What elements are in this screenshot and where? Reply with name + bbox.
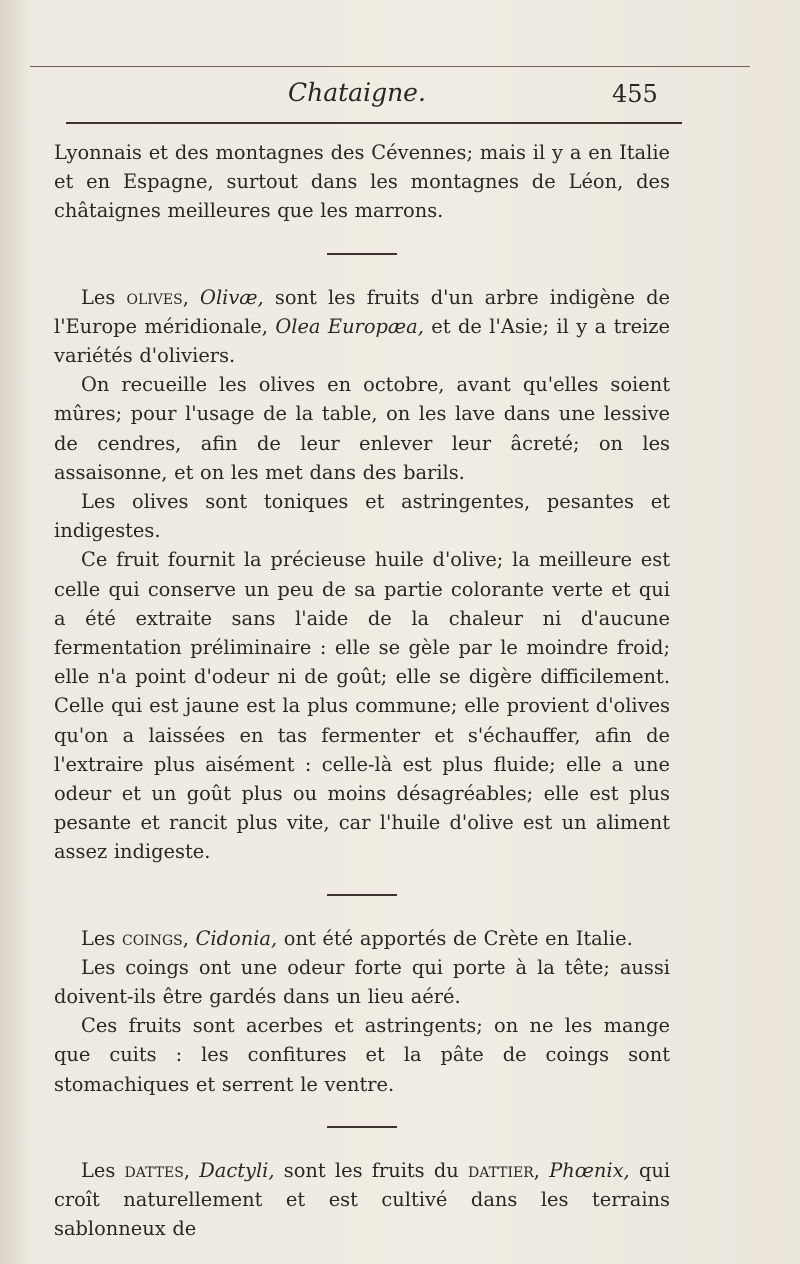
paragraph-dattes-intro: Les dattes, Dactyli, sont les fruits du dattier, Phœnix, qui croît naturellement et est cultivé dans les terrains sablonneux de xyxy=(54,1158,671,1241)
page-header xyxy=(0,78,800,118)
body-text xyxy=(54,138,670,1244)
term-dattier: dattier, xyxy=(468,1158,540,1182)
header-rule xyxy=(66,122,682,124)
paragraph-chataigne-end: Lyonnais et des montagnes des Cévennes; mais il y a en Italie et en Espagne, surtout dans les montagnes de Léon, des châtaignes meilleures que les marrons. xyxy=(54,141,670,223)
page-number: 455 xyxy=(612,80,658,108)
top-rule xyxy=(30,66,750,67)
latin-phoenix: Phœnix, xyxy=(549,1158,630,1182)
latin-olea: Olea Europæa, xyxy=(275,314,424,338)
section-separator xyxy=(327,253,397,255)
term-olives: olives, xyxy=(126,285,189,309)
section-separator xyxy=(327,1126,397,1128)
paragraph-coings-odor: Les coings ont une odeur forte qui porte à la tête; aussi doivent-ils être gardés dans un lieu aéré. xyxy=(54,955,670,1009)
section-separator xyxy=(327,894,397,896)
paragraph-olives-properties: Les olives sont toniques et astringentes, pesantes et indigestes. xyxy=(54,490,670,543)
paragraph-coings-uses: Ces fruits sont acerbes et astringents; on ne les mange que cuits : les confitures et la pâte de coings sont stomachiques et serrent le ventre. xyxy=(54,1014,670,1096)
latin-cidonia: Cidonia, xyxy=(195,926,278,950)
latin-olivae: Olivæ, xyxy=(200,285,264,309)
paragraph-olives-harvest: On recueille les olives en octobre, avant qu'elles soient mûres; pour l'usage de la table, on les lave dans une lessive de cendres, afin de leur enlever leur âcreté; on les assaisonne, et on les met dans des barils. xyxy=(54,373,670,484)
latin-dactyli: Dactyli, xyxy=(199,1158,275,1182)
paragraph-coings-intro: Les coings, Cidonia, ont été apportés de Crète en Italie. xyxy=(81,926,633,950)
term-coings: coings, xyxy=(121,926,189,950)
paragraph-olives-intro: Les olives, Olivæ, sont les fruits d'un arbre indigène de l'Europe méridionale, Olea Europæa, et de l'Asie; il y a treize variétés d'oliviers. xyxy=(54,285,671,368)
term-dattes: dattes, xyxy=(124,1158,191,1182)
running-title: Chataigne. xyxy=(288,78,426,107)
paragraph-olive-oil: Ce fruit fournit la précieuse huile d'olive; la meilleure est celle qui conserve un peu de sa partie colorante verte et qui a été extraite sans l'aide de la chaleur ni d'aucune fermentation préliminaire : elle se gèle par le moindre froid; elle n'a point d'odeur ni de goût; elle se digère difficilement. Celle qui est jaune est la plus commune; elle provient d'olives qu'on a laissées en tas fermenter et s'échauffer, afin de l'extraire plus aisément : celle-là est plus fluide; elle a une odeur et un goût plus ou moins désagréables; elle est plus pesante et rancit plus vite, car l'huile d'olive est un aliment assez indigeste. xyxy=(54,548,670,864)
